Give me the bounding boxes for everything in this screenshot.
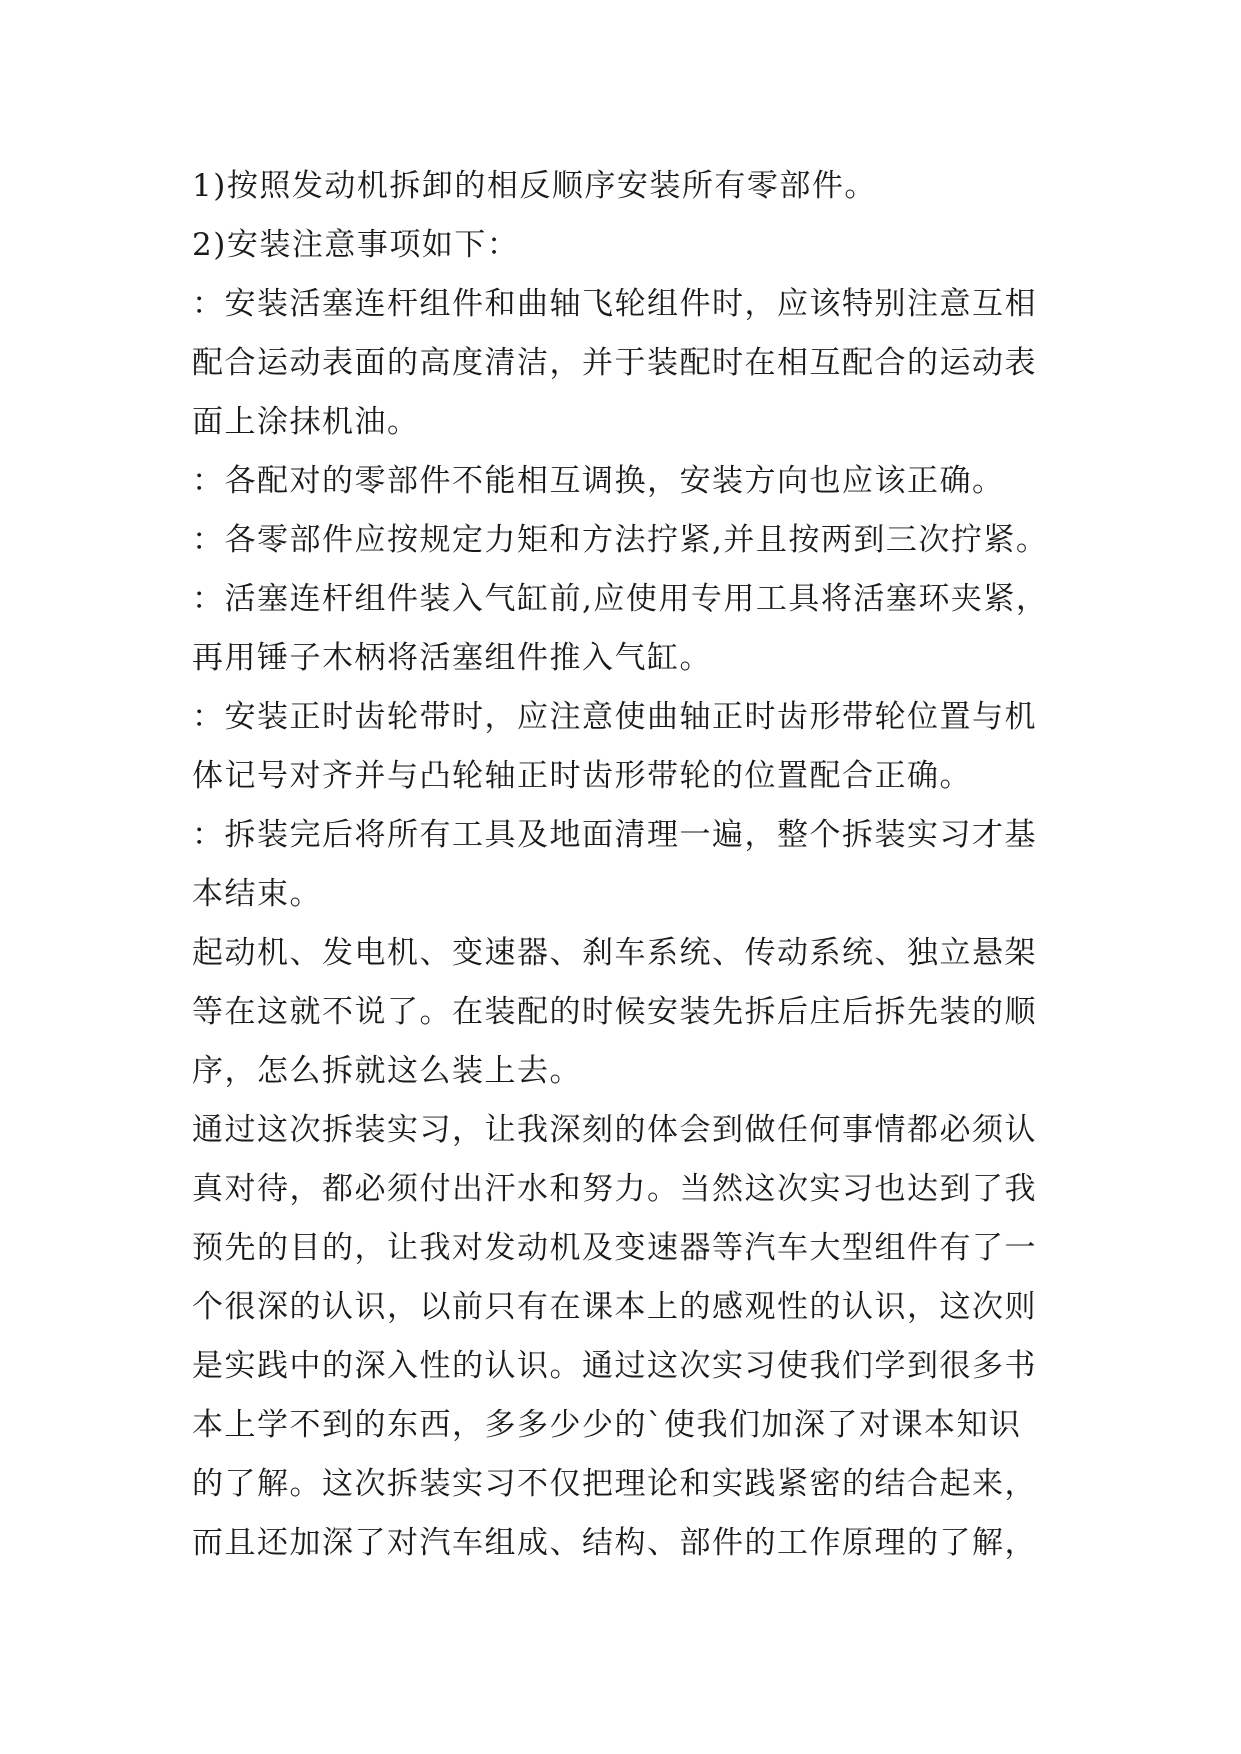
text-line: ：安装正时齿轮带时，应注意使曲轴正时齿形带轮位置与机 xyxy=(192,699,1037,735)
text-line: ：安装活塞连杆组件和曲轴飞轮组件时，应该特别注意互相 xyxy=(192,286,1037,322)
text-line: 1)按照发动机拆卸的相反顺序安装所有零部件。 xyxy=(192,168,877,204)
text-line: 起动机、发电机、变速器、刹车系统、传动系统、独立悬架 xyxy=(192,935,1037,971)
text-line: 本上学不到的东西，多多少少的`使我们加深了对课本知识 xyxy=(192,1407,1022,1443)
text-line: 是实践中的深入性的认识。通过这次实习使我们学到很多书 xyxy=(192,1348,1037,1384)
text-line: ：拆装完后将所有工具及地面清理一遍，整个拆装实习才基 xyxy=(192,817,1037,853)
text-line: 个很深的认识，以前只有在课本上的感观性的认识，这次则 xyxy=(192,1289,1037,1325)
text-line: 体记号对齐并与凸轮轴正时齿形带轮的位置配合正确。 xyxy=(192,758,972,794)
text-line: 而且还加深了对汽车组成、结构、部件的工作原理的了解， xyxy=(192,1525,1037,1561)
text-line: 通过这次拆装实习，让我深刻的体会到做任何事情都必须认 xyxy=(192,1112,1037,1148)
text-line: ：活塞连杆组件装入气缸前,应使用专用工具将活塞环夹紧， xyxy=(192,581,1049,617)
text-line: 等在这就不说了。在装配的时候安装先拆后庄后拆先装的顺 xyxy=(192,994,1037,1030)
text-line: 序，怎么拆就这么装上去。 xyxy=(192,1053,582,1089)
text-line: 配合运动表面的高度清洁，并于装配时在相互配合的运动表 xyxy=(192,345,1037,381)
text-line: 预先的目的，让我对发动机及变速器等汽车大型组件有了一 xyxy=(192,1230,1037,1266)
text-line: ：各配对的零部件不能相互调换，安装方向也应该正确。 xyxy=(192,463,1005,499)
text-line: 面上涂抹机油。 xyxy=(192,404,420,440)
text-line: 的了解。这次拆装实习不仅把理论和实践紧密的结合起来， xyxy=(192,1466,1037,1502)
text-line: 本结束。 xyxy=(192,876,322,912)
text-line: ：各零部件应按规定力矩和方法拧紧,并且按两到三次拧紧。 xyxy=(192,522,1049,558)
text-line: 2)安装注意事项如下： xyxy=(192,227,520,263)
text-line: 再用锤子木柄将活塞组件推入气缸。 xyxy=(192,640,712,676)
text-line: 真对待，都必须付出汗水和努力。当然这次实习也达到了我 xyxy=(192,1171,1037,1207)
